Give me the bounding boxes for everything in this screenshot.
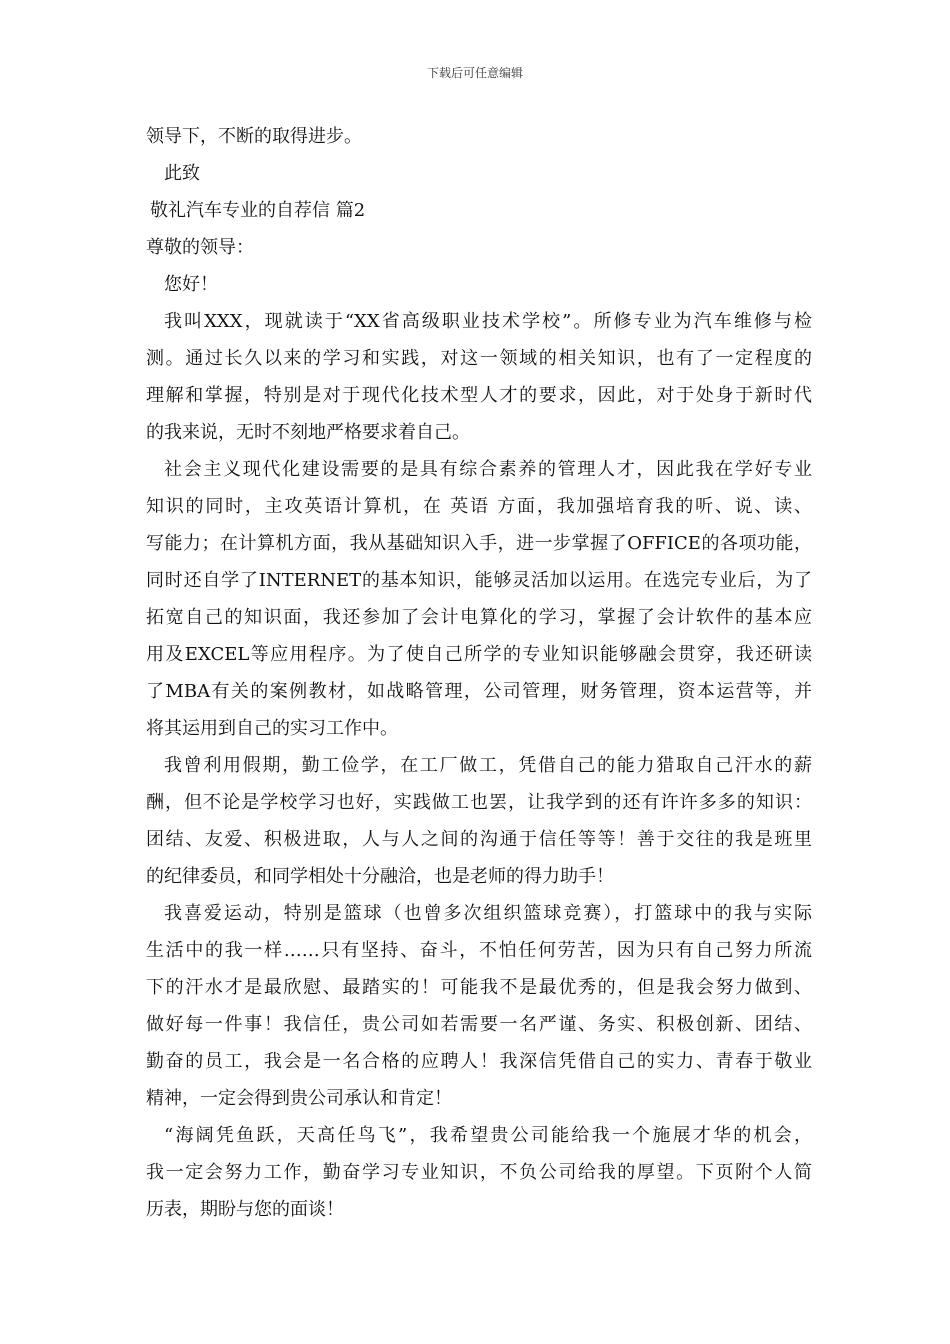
text-line: 将其运用到自己的实习工作中。 <box>146 718 398 739</box>
text-line: 理解和掌握，特别是对于现代化技术型人才的要求，因此，对于处身于新时代 <box>146 385 812 406</box>
text-line: 了MBA有关的案例教材，如战略管理，公司管理，财务管理，资本运营等，并 <box>146 681 812 702</box>
text-line: 尊敬的领导： <box>146 237 254 258</box>
text-line: 历表，期盼与您的面谈！ <box>146 1199 344 1220</box>
text-line: 此致 <box>164 163 200 184</box>
text-line: 做好每一件事！我信任，贵公司如若需要一名严谨、务实、积极创新、团结、 <box>146 1014 812 1035</box>
text-line: 勤奋的员工，我会是一名合格的应聘人！我深信凭借自己的实力、青春于敬业 <box>146 1051 812 1072</box>
text-line: 拓宽自己的知识面，我还参加了会计电算化的学习，掌握了会计软件的基本应 <box>146 607 812 628</box>
text-line: 团结、友爱、积极进取，人与人之间的沟通于信任等等！善于交往的我是班里 <box>146 829 812 850</box>
text-line: 的纪律委员，和同学相处十分融洽，也是老师的得力助手！ <box>146 866 614 887</box>
text-line: 您好！ <box>164 274 218 295</box>
text-line: 的我来说，无时不刻地严格要求着自己。 <box>146 422 470 443</box>
text-line: 我叫XXX，现就读于“XX省高级职业技术学校”。所修专业为汽车维修与检 <box>164 311 812 332</box>
text-line: 下的汗水才是最欣慰、最踏实的！可能我不是最优秀的，但是我会努力做到、 <box>146 977 812 998</box>
text-line: 领导下，不断的取得进步。 <box>146 126 362 147</box>
text-line: 敬礼汽车专业的自荐信 篇2 <box>150 200 366 221</box>
text-line: 我曾利用假期，勤工俭学，在工厂做工，凭借自己的能力猎取自己汗水的薪 <box>164 755 812 776</box>
page-header-note: 下载后可任意编辑 <box>426 66 523 80</box>
text-line: 社会主义现代化建设需要的是具有综合素养的管理人才，因此我在学好专业 <box>164 459 812 480</box>
text-line: 我喜爱运动，特别是篮球（也曾多次组织篮球竞赛），打篮球中的我与实际 <box>164 903 812 924</box>
text-line: 酬，但不论是学校学习也好，实践做工也罢，让我学到的还有许许多多的知识： <box>146 792 812 813</box>
text-line: 精神，一定会得到贵公司承认和肯定！ <box>146 1088 452 1109</box>
text-line: 生活中的我一样……只有坚持、奋斗，不怕任何劳苦，因为只有自己努力所流 <box>146 940 812 961</box>
text-line: “海阔凭鱼跃，天高任鸟飞”，我希望贵公司能给我一个施展才华的机会， <box>164 1125 812 1146</box>
text-line: 用及EXCEL等应用程序。为了使自己所学的专业知识能够融会贯穿，我还研读 <box>146 644 812 665</box>
text-line: 同时还自学了INTERNET的基本知识，能够灵活加以运用。在选完专业后，为了 <box>146 570 812 591</box>
text-line: 测。通过长久以来的学习和实践，对这一领域的相关知识，也有了一定程度的 <box>146 348 812 369</box>
text-line: 我一定会努力工作，勤奋学习专业知识，不负公司给我的厚望。下页附个人简 <box>146 1162 812 1183</box>
document-body <box>146 118 812 1228</box>
text-line: 知识的同时，主攻英语计算机，在 英语 方面，我加强培育我的听、说、读、 <box>146 496 812 517</box>
text-line: 写能力；在计算机方面，我从基础知识入手，进一步掌握了OFFICE的各项功能， <box>146 533 812 554</box>
